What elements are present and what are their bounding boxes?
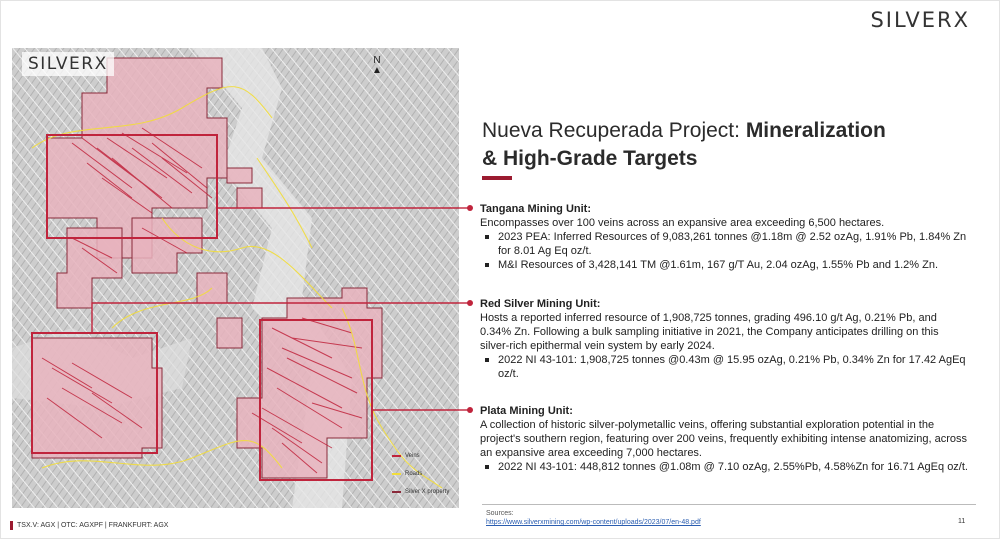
map-silverx-logo	[22, 52, 114, 76]
section-heading: Plata Mining Unit:	[480, 405, 573, 417]
sources-label: Sources:	[486, 510, 514, 517]
section-heading: Red Silver Mining Unit:	[480, 298, 601, 310]
bullet-item: 2022 NI 43-101: 448,812 tonnes @1.08m @ 7.10 ozAg, 2.55%Pb, 4.58%Zn for 16.71 AgEq oz/t.	[484, 460, 970, 474]
legend-label-roads: Roads	[405, 471, 423, 477]
north-label: N	[373, 55, 381, 66]
project-map	[12, 48, 459, 508]
bullet-list	[484, 353, 970, 381]
page-number: 11	[958, 518, 966, 525]
title-bold-line1: Mineralization	[745, 119, 886, 142]
section-body: Encompasses over 100 veins across an expansive area exceeding 6,500 hectares.	[480, 217, 885, 229]
legend-item-roads	[392, 471, 458, 477]
connector-dot-red-silver	[467, 300, 473, 306]
section-body: Hosts a reported inferred resource of 1,908,725 tonnes, grading 496.10 g/t Ag, 0.21% Pb, and 0.34% Zn. Following a bulk sampling initiative in 2021, the Company anticipates drilling on this silver-rich epithermal vein system by early 2024.	[480, 312, 939, 352]
title-accent-bar	[482, 176, 512, 180]
legend-swatch-property	[392, 491, 401, 493]
section-red-silver	[480, 297, 970, 381]
connector-dot-tangana	[467, 205, 473, 211]
legend-swatch-veins	[392, 455, 401, 457]
legend-swatch-roads	[392, 473, 401, 475]
logo-text: SILVERX	[870, 8, 970, 32]
title-regular: Nueva Recuperada Project:	[482, 119, 746, 142]
legend-label-veins: Veins	[405, 453, 420, 459]
bullet-item: 2022 NI 43-101: 1,908,725 tonnes @0.43m @ 15.95 ozAg, 0.21% Pb, 0.34% Zn for 17.42 AgEq oz/t.	[484, 353, 970, 381]
section-heading: Tangana Mining Unit:	[480, 203, 592, 215]
footer-accent-mark	[10, 521, 13, 530]
title-bold-line2: & High-Grade Targets	[482, 147, 698, 170]
connector-extensions	[459, 0, 479, 539]
silverx-logo	[870, 8, 970, 32]
sources	[486, 509, 701, 527]
map-legend	[392, 453, 458, 507]
north-arrow-icon	[372, 56, 382, 76]
terrain-relief-map	[12, 48, 459, 508]
section-plata	[480, 404, 970, 474]
footer-ticker-text: TSX.V: AGX | OTC: AGXPF | FRANKFURT: AGX	[17, 522, 169, 529]
bullet-item: M&I Resources of 3,428,141 TM @1.61m, 167 g/T Au, 2.04 ozAg, 1.55% Pb and 1.2% Zn.	[484, 258, 970, 272]
sources-link[interactable]: https://www.silverxmining.com/wp-content/uploads/2023/07/en-48.pdf	[486, 519, 701, 526]
map-logo-text: SILVERX	[28, 54, 108, 74]
sources-divider	[482, 504, 976, 505]
legend-item-veins	[392, 453, 458, 459]
connector-dot-plata	[467, 407, 473, 413]
bullet-item: 2023 PEA: Inferred Resources of 9,083,261 tonnes @1.18m @ 2.52 ozAg, 1.91% Pb, 1.84% Zn for 8.01 Ag Eq oz/t.	[484, 230, 970, 258]
section-body: A collection of historic silver-polymetallic veins, offering substantial exploration potential in the project's southern region, featuring over 200 veins, frequently exhibiting intense anatomizing, across an expansive area exceeding 7,000 hectares.	[480, 419, 967, 459]
section-tangana	[480, 202, 970, 272]
bullet-list	[484, 230, 970, 272]
north-arrow-glyph: ▲	[372, 65, 382, 76]
legend-label-property: Silver X property	[405, 489, 450, 495]
bullet-list	[484, 460, 970, 474]
legend-item-property	[392, 489, 458, 495]
footer-tickers	[10, 521, 168, 530]
slide-title	[482, 117, 962, 173]
